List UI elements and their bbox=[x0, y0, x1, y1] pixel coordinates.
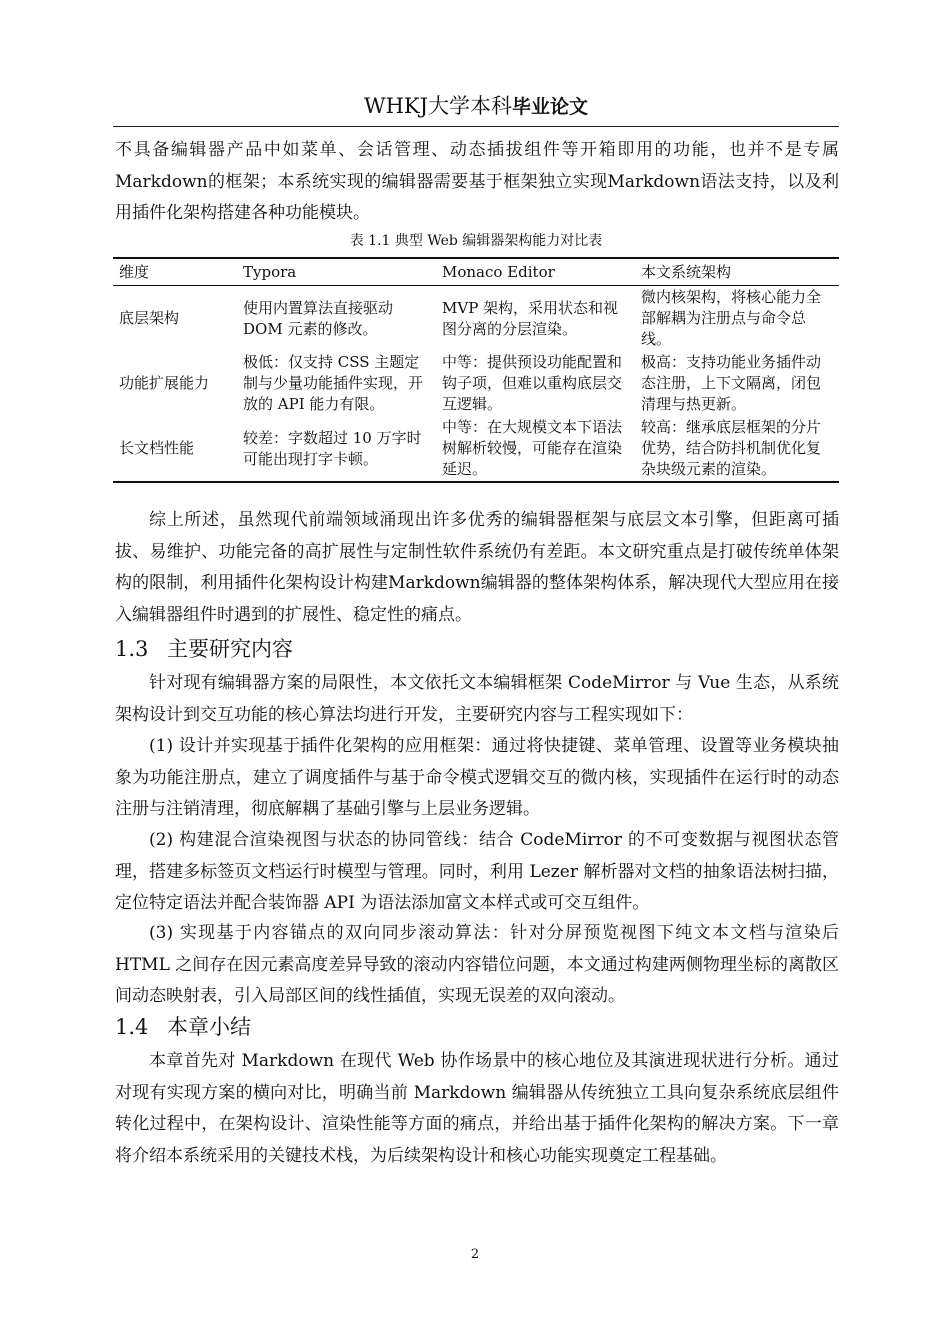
header-title-plain: WHKJ大学本科 bbox=[363, 94, 512, 118]
table-row bbox=[113, 351, 839, 416]
table-cell: 中等：在大规模文本下语法树解析较慢，可能存在渲染延迟。 bbox=[442, 418, 623, 478]
page-header bbox=[113, 92, 839, 121]
table-cell: 微内核架构，将核心能力全部解耦为注册点与命令总线。 bbox=[641, 288, 822, 348]
table-row bbox=[113, 416, 839, 482]
table-header-row bbox=[113, 258, 839, 286]
table-cell: MVP 架构，采用状态和视图分离的分层渲染。 bbox=[442, 298, 619, 338]
section-title: 本章小结 bbox=[167, 1015, 251, 1039]
table-row bbox=[113, 286, 839, 352]
comparison-table bbox=[113, 257, 839, 483]
section-1-3-intro-paragraph: 针对现有编辑器方案的局限性，本文依托文本编辑框架 CodeMirror 与 Vue 生态，从系统架构设计到交互功能的核心算法均进行开发，主要研究内容与工程实现如下： bbox=[115, 673, 839, 725]
research-item-2: (2) 构建混合渲染视图与状态的协同管线：结合 CodeMirror 的不可变数据与视图状态管理，搭建多标签页文档运行时模型与管理。同时，利用 Lezer 解析器对文档的抽象语法树扫描，定位特定语法并配合装饰器 API 为语法添加富文本样式或可交互组件。 bbox=[115, 830, 839, 913]
table-cell: 极低：仅支持 CSS 主题定制与少量功能插件实现，开放的 API 能力有限。 bbox=[243, 353, 424, 413]
table-cell: 长文档性能 bbox=[119, 439, 195, 457]
table-cell: 中等：提供预设功能配置和钩子项，但难以重构底层交互逻辑。 bbox=[442, 353, 623, 413]
summary-paragraph: 综上所述，虽然现代前端领域涌现出许多优秀的编辑器框架与底层文本引擎，但距离可插拔、易维护、功能完备的高扩展性与定制性软件系统仍有差距。本文研究重点是打破传统单体架构的限制，利用插件化架构设计构建Markdown编辑器的整体架构体系，解决现代大型应用在接入编辑器组件时遇到的扩展性、稳定性的痛点。 bbox=[115, 510, 839, 625]
table-cell: 极高：支持功能业务插件动态注册，上下文隔离，闭包清理与热更新。 bbox=[641, 353, 822, 413]
intro-paragraph: 不具备编辑器产品中如菜单、会话管理、动态插拔组件等开箱即用的功能，也并不是专属Markdown的框架；本系统实现的编辑器需要基于框架独立实现Markdown语法支持，以及利用插件化架构搭建各种功能模块。 bbox=[115, 140, 839, 223]
table-cell: 较高：继承底层框架的分片优势，结合防抖机制优化复杂块级元素的渲染。 bbox=[641, 418, 822, 478]
page-number: 2 bbox=[470, 1247, 480, 1262]
chapter-summary-paragraph: 本章首先对 Markdown 在现代 Web 协作场景中的核心地位及其演进现状进行分析。通过对现有实现方案的横向对比，明确当前 Markdown 编辑器从传统独立工具向复杂系统底层组件转化过程中，在架构设计、渲染性能等方面的痛点，并给出基于插件化架构的解决方案。下一章将介绍本系统采用的关键技术栈，为后续架构设计和核心功能实现奠定工程基础。 bbox=[115, 1051, 839, 1166]
section-number: 1.3 bbox=[115, 637, 149, 661]
table-header-cell: 本文系统架构 bbox=[641, 262, 732, 281]
table-cell: 使用内置算法直接驱动DOM 元素的修改。 bbox=[243, 298, 394, 338]
table-cell: 底层架构 bbox=[119, 309, 180, 327]
table-cell: 较差：字数超过 10 万字时可能出现打字卡顿。 bbox=[243, 428, 422, 468]
section-heading-1-3 bbox=[115, 634, 293, 664]
header-rule bbox=[113, 126, 839, 127]
header-title-bold: 毕业论文 bbox=[512, 96, 589, 118]
table-header-cell: Typora bbox=[243, 262, 297, 281]
section-heading-1-4 bbox=[115, 1012, 251, 1042]
table-header-cell: 维度 bbox=[119, 262, 150, 281]
table-caption: 表 1.1 典型 Web 编辑器架构能力对比表 bbox=[349, 233, 603, 249]
research-item-3: (3) 实现基于内容锚点的双向同步滚动算法：针对分屏预览视图下纯文本文档与渲染后 HTML 之间存在因元素高度差异导致的滚动内容错位问题，本文通过构建两侧物理坐标的离散区间动态映射表，引入局部区间的线性插值，实现无误差的双向滚动。 bbox=[115, 923, 839, 1006]
section-number: 1.4 bbox=[115, 1015, 149, 1039]
section-title: 主要研究内容 bbox=[167, 637, 293, 661]
research-item-1: (1) 设计并实现基于插件化架构的应用框架：通过将快捷键、菜单管理、设置等业务模块抽象为功能注册点，建立了调度插件与基于命令模式逻辑交互的微内核，实现插件在运行时的动态注册与注销清理，彻底解耦了基础引擎与上层业务逻辑。 bbox=[115, 736, 839, 819]
table-header-cell: Monaco Editor bbox=[442, 262, 555, 281]
table-cell: 功能扩展能力 bbox=[119, 374, 210, 392]
